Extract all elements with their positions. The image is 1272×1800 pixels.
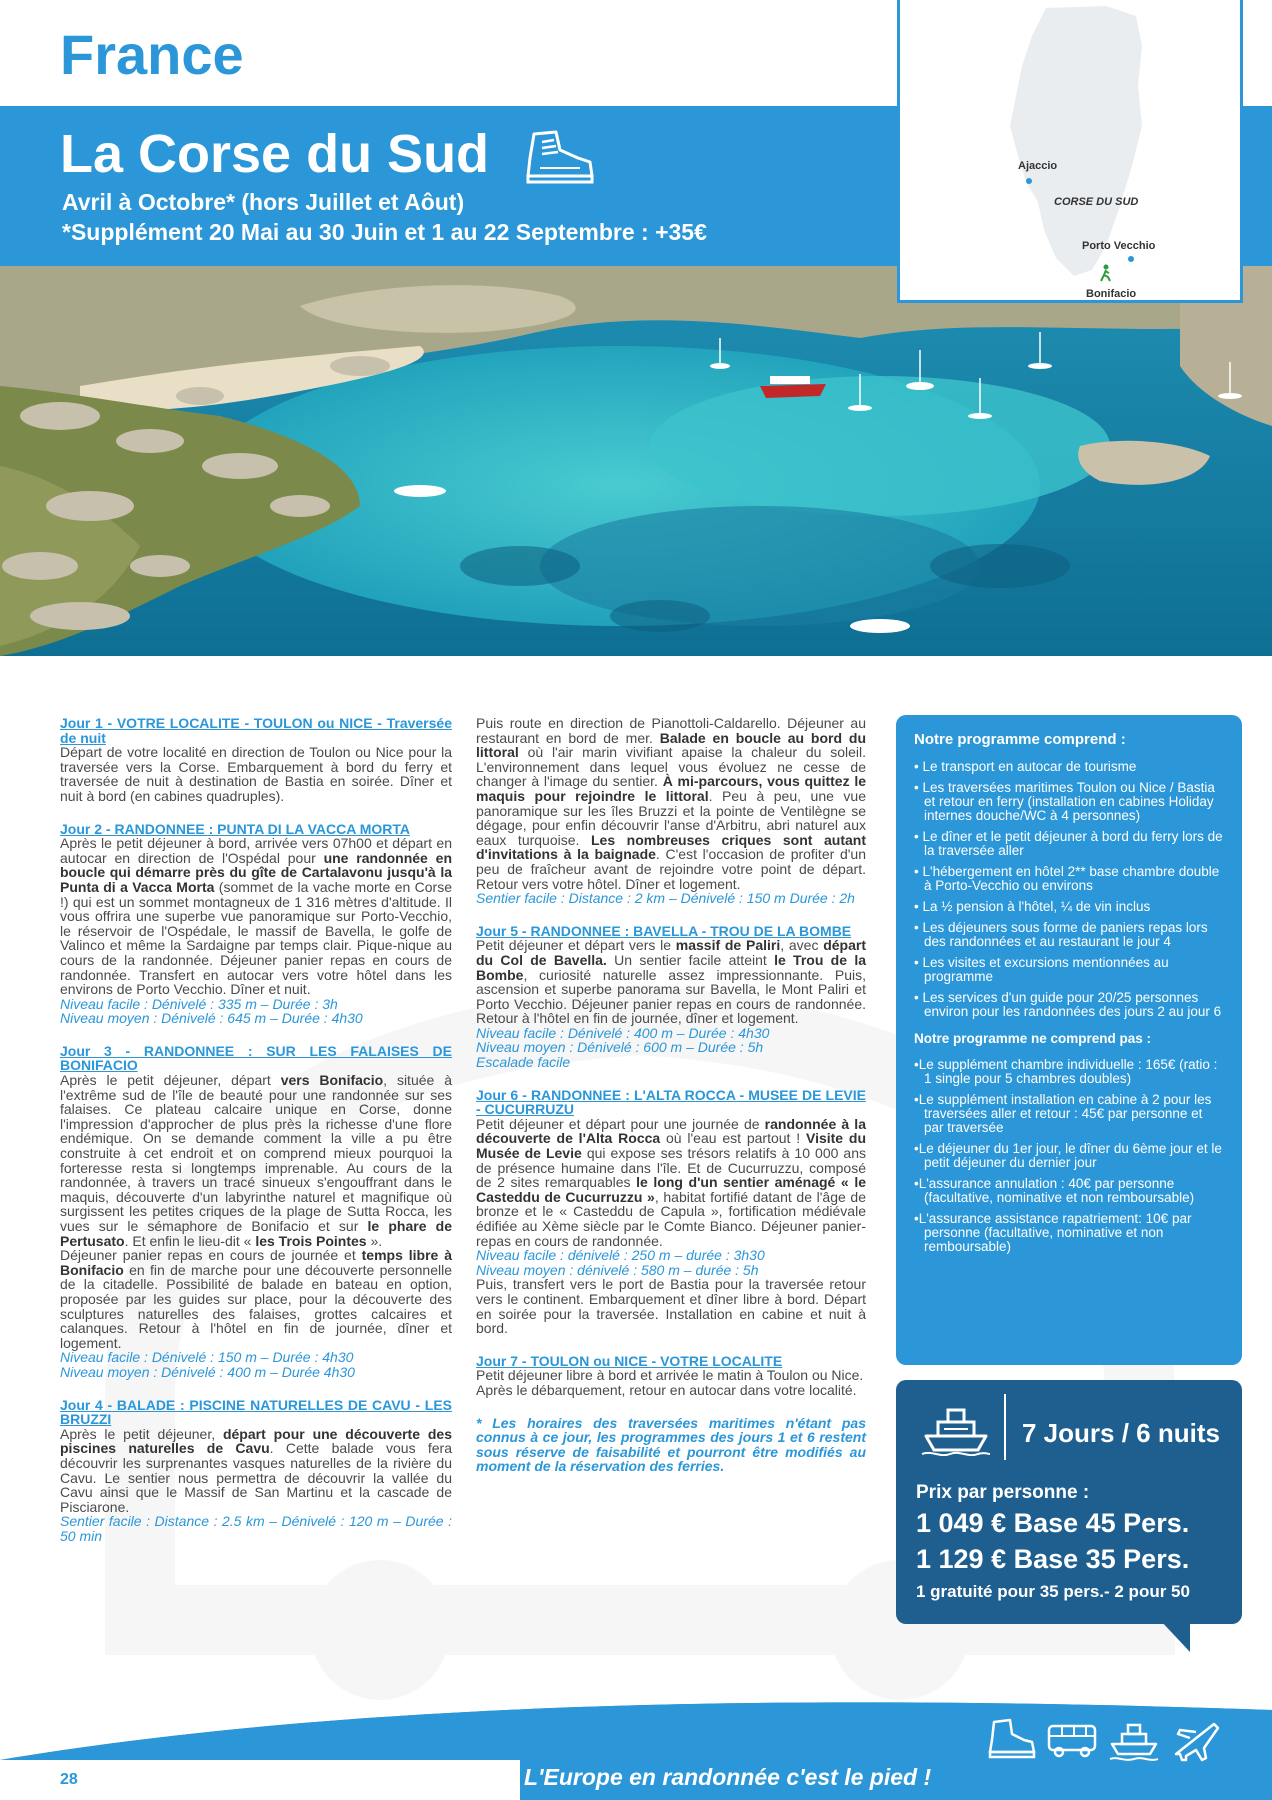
trip-duration: 7 Jours / 6 nuits [1022,1418,1220,1448]
coast-photo [0,266,1272,656]
day-3-level-easy: Niveau facile : Dénivelé : 150 m – Durée : 4h30 [60,1349,354,1366]
day-4-level-1: Sentier facile : Distance : 2.5 km – Dénivelé : 120 m – Durée : 50 min [60,1513,452,1544]
price-box-tail [1160,1620,1190,1652]
day-2-text: Après le petit déjeuner à bord, arrivée vers 07h00 et départ en autocar en direction de l'Ospédal pour une randonnée en boucle qui démarre près du gîte de Cartalavonu jusqu'à la Punta di a Vacca Morta (sommet de la vache morte en Corse !) qui est un sommet montagneux de 1 316 mètres d'altitude. Il vous offrira une superbe vue panoramique sur Porto-Vecchio, le réservoir de l'Ospédale, le massif de Bavella, le golfe de Valinco et même la Sardaigne par temps clair. Pique-nique au cours de la randonnée. Déjeuner panier repas en cours de randonnée. Transfert en autocar vers votre hôtel dans les environs de Porto Vecchio. Dîner et nuit. [60,835,452,998]
day-4-text-2: Puis route en direction de Pianottoli-Caldarello. Déjeuner au restaurant en bord de mer. Balade en boucle au bord du littoral où l'air marin vivifiant apaise la chaleur du soleil. L'environnement dans lequel vous évoluez ne cesse de changer à l'image du sentier. À mi-parcours, vous quittez le maquis pour rejoindre le littoral. Peu à peu, une vue panoramique sur les îles Bruzzi et la pointe de Ventilègne se dégage, pour enfin découvrir l'anse d'Arbitru, abri naturel aux eaux turquoise. Les nombreuses criques sont autant d'invitations à la baignade. C'est l'occasion de profiter d'un peu de fraîcheur avant de rejoindre votre point de départ. Retour vers votre hôtel. Dîner et logement. [476,715,867,892]
excludes-item: •L'assurance annulation : 40€ par personne (facultative, nominative et non remboursable) [914,1176,1195,1205]
program-includes-box [896,715,1242,1365]
day-6-title: Jour 6 - RANDONNEE : L'ALTA ROCCA - MUSEE DE LEVIE - CUCURRUZU [476,1086,866,1118]
hiker-icon [1098,264,1114,282]
trip-supplement: *Supplément 20 Mai au 30 Juin et 1 au 22 Septembre : +35€ [62,219,707,245]
day-2 [60,822,452,1026]
includes-item: • L'hébergement en hôtel 2** base chambre double à Porto-Vecchio ou environs [914,864,1220,893]
day-4 [60,1398,452,1544]
footer-slogan: L'Europe en randonnée c'est le pied ! [524,1764,932,1790]
day-7 [476,1354,866,1398]
day-6-text-2: Puis, transfert vers le port de Bastia pour la traversée retour vers le continent. Embarquement et dîner libre à bord. Départ en soirée pour la traversée. Installation en cabine et nuit à bord. [476,1276,866,1337]
day-2-title: Jour 2 - RANDONNEE : PUNTA DI LA VACCA MORTA [60,820,410,837]
gratuity-info: 1 gratuité pour 35 pers.- 2 pour 50 [916,1582,1190,1601]
day-3-level-medium: Niveau moyen : Dénivelé : 400 m – Durée 4h30 [60,1363,355,1380]
map-label-ajaccio: Ajaccio [1018,160,1058,172]
footer-ship-icon [1108,1718,1160,1762]
excludes-list [914,1058,1224,1254]
day-5 [476,924,866,1070]
includes-item: • Les déjeuners sous forme de paniers repas lors des randonnées et au restaurant le jour 4 [914,920,1208,949]
page-number: 28 [60,1771,78,1788]
day-1-title: Jour 1 - VOTRE LOCALITE - TOULON ou NICE - Traversée de nuit [60,715,452,746]
day-5-title: Jour 5 - RANDONNEE : BAVELLA - TROU DE LA BOMBE [476,922,852,939]
day-6 [476,1088,866,1336]
ferry-note: * Les horaires des traversées maritimes n'étant pas connus à ce jour, les programmes des jours 1 et 6 restent sous réserve de faisabilité et pourront être modifiés au moment de la réservation des ferries. [476,1414,866,1475]
itinerary-column-1 [60,716,452,1561]
hiking-boot-icon [520,128,600,188]
price-divider [1004,1394,1006,1460]
day-4-title: Jour 4 - BALADE : PISCINE NATURELLES DE CAVU - LES BRUZZI [60,1396,452,1428]
country-box [0,0,302,106]
includes-item: • La ½ pension à l'hôtel, ¼ de vin inclus [914,899,1151,914]
footer-boot-icon [986,1718,1038,1762]
day-1 [60,716,452,804]
footer-bus-icon [1046,1718,1098,1762]
includes-list [914,760,1224,1019]
excludes-item: •L'assurance assistance rapatriement: 10€ par personne (facultative, nominative et non remboursable) [914,1211,1192,1254]
day-3-title: Jour 3 - RANDONNEE : SUR LES FALAISES DE BONIFACIO [60,1042,452,1074]
includes-item: • Les services d'un guide pour 20/25 personnes environ pour les randonnées des jours 2 au jour 6 [914,990,1222,1019]
includes-item: • Les traversées maritimes Toulon ou Nice / Bastia et retour en ferry (installation en cabines Holiday internes douche/WC à 4 personnes) [914,780,1215,823]
day-3 [60,1044,452,1380]
day-5-text: Petit déjeuner et départ vers le massif de Paliri, avec départ du Col de Bavella. Un sentier facile atteint le Trou de la Bombe, curiosité naturelle assez impressionnante. Puis, ascension et superbe panorama sur Bavella, le Mont Paliri et Porto Vecchio. Déjeuner panier repas en cours de randonnée. Retour à l'hôtel en fin de journée, dîner et logement. [476,937,866,1027]
price-base-45: 1 049 € Base 45 Pers. [916,1508,1190,1538]
day-1-text: Départ de votre localité en direction de Toulon ou Nice pour la traversée vers la Corse. Embarquement à bord du ferry et traversée de nuit à destination de Bastia en soirée. Dîner et nuit à bord (en cabines quadruples). [60,744,452,804]
ajaccio-dot [1026,178,1032,184]
map-label-porto-vecchio: Porto Vecchio [1082,240,1156,252]
price-box [896,1380,1242,1624]
excludes-item: •Le supplément chambre individuelle : 165€ (ratio : 1 single pour 5 chambres doubles) [914,1057,1218,1086]
map-label-region: CORSE DU SUD [1054,196,1139,208]
porto-vecchio-dot [1128,256,1134,262]
day-3-text-2: Déjeuner panier repas en cours de journée et temps libre à Bonifacio en fin de marche pour une découverte personnelle de la citadelle. Possibilité de balade en bateau en option, proposée par les guides sur place, pour la découverte des sculptures naturelles des falaises, grottes calcaires et calanques. Retour à l'hôtel en fin de journée, dîner et logement. [60,1247,452,1351]
day-7-text-2: Après le débarquement, retour en autocar dans votre localité. [476,1381,857,1398]
day-4-text: Après le petit déjeuner, départ pour une découverte des piscines naturelles de Cavu. Cette balade vous fera découvrir les surprenantes vasques naturelles de la rivière du Cavu. Le sentier nous permettra de découvrir la vallée du Cavu ainsi que le Massif de San Martinu et la cascade de Pisciarone. [60,1425,452,1515]
day-6-level-medium: Niveau moyen : dénivelé : 580 m – durée : 5h [476,1261,759,1278]
ship-icon [920,1400,992,1456]
day-5-level-medium: Niveau moyen : Dénivelé : 600 m – Durée : 5h [476,1039,764,1056]
day-7-title: Jour 7 - TOULON ou NICE - VOTRE LOCALITE [476,1352,783,1369]
day-6-level-easy: Niveau facile : dénivelé : 250 m – durée : 3h30 [476,1247,765,1264]
price-per-person-label: Prix par personne : [916,1482,1090,1503]
day-5-level-easy: Niveau facile : Dénivelé : 400 m – Durée : 4h30 [476,1024,770,1041]
day-4-continued [476,716,866,906]
includes-item: • Le dîner et le petit déjeuner à bord du ferry lors de la traversée aller [914,829,1223,858]
day-2-level-easy: Niveau facile : Dénivelé : 335 m – Durée : 3h [60,995,338,1012]
trip-season: Avril à Octobre* (hors Juillet et Aôut) [62,189,465,215]
trip-title: La Corse du Sud [60,124,490,184]
excludes-item: •Le déjeuner du 1er jour, le dîner du 6ème jour et le petit déjeuner du dernier jour [914,1141,1222,1170]
includes-item: • Le transport en autocar de tourisme [914,759,1137,774]
includes-title: Notre programme comprend : [914,731,1126,748]
excludes-title: Notre programme ne comprend pas : [914,1031,1152,1046]
location-map [900,0,1240,300]
map-label-bonifacio: Bonifacio [1086,288,1137,300]
day-6-text: Petit déjeuner et départ pour une journée de randonnée à la découverte de l'Alta Rocca où l'eau est partout ! Visite du Musée de Levie qui expose ses trésors relatifs à 10 000 ans de présence humaine dans l'île. Et de Cucurruzzu, composé de 2 sites remarquables le long d'un sentier aménagé « le Casteddu de Cucurruzzu », habitat fortifié datant de l'âge de bronze et le « Casteddu de Capula », fortification médiévale édifiée au Xème siècle par le Comte Bianco. Déjeuner panier-repas en cours de randonnée. [476,1115,867,1249]
country-title: France [60,23,244,86]
day-5-level-climb: Escalade facile [476,1054,571,1071]
includes-item: • Les visites et excursions mentionnées au programme [914,955,1169,984]
itinerary-column-2 [476,716,866,1474]
day-2-level-medium: Niveau moyen : Dénivelé : 645 m – Durée : 4h30 [60,1010,363,1027]
footer-plane-icon [1170,1718,1222,1762]
day-7-text: Petit déjeuner libre à bord et arrivée le matin à Toulon ou Nice. [476,1367,864,1384]
excludes-item: •Le supplément installation en cabine à 2 pour les traversées aller et retour : 45€ par personne et par traversée [914,1092,1212,1135]
day-3-text: Après le petit déjeuner, départ vers Bonifacio, située à l'extrême sud de l'île de beauté pour une randonnée sur ses falaises. Ce plateau calcaire unique en Corse, donne l'impression d'approcher de plus près la richesse d'une flore endémique. On se demande comment la ville a pu être construite à cet endroit et on comprend mieux pourquoi la forteresse resta si longtemps imprenable. Au cours de la randonnée, à travers un tracé sinueux s'engouffrant dans le maquis, découverte d'un labyrinthe naturel et magnifique où surgissent les petites criques de la plage de Sutta Rocca, les vues sur le sémaphore de Bonifacio et sur le phare de Pertusato. Et enfin le lieu-dit « les Trois Pointes ». [60,1072,452,1249]
day-4-level-2: Sentier facile : Distance : 2 km – Dénivelé : 150 m Durée : 2h [476,890,855,907]
price-base-35: 1 129 € Base 35 Pers. [916,1544,1190,1574]
